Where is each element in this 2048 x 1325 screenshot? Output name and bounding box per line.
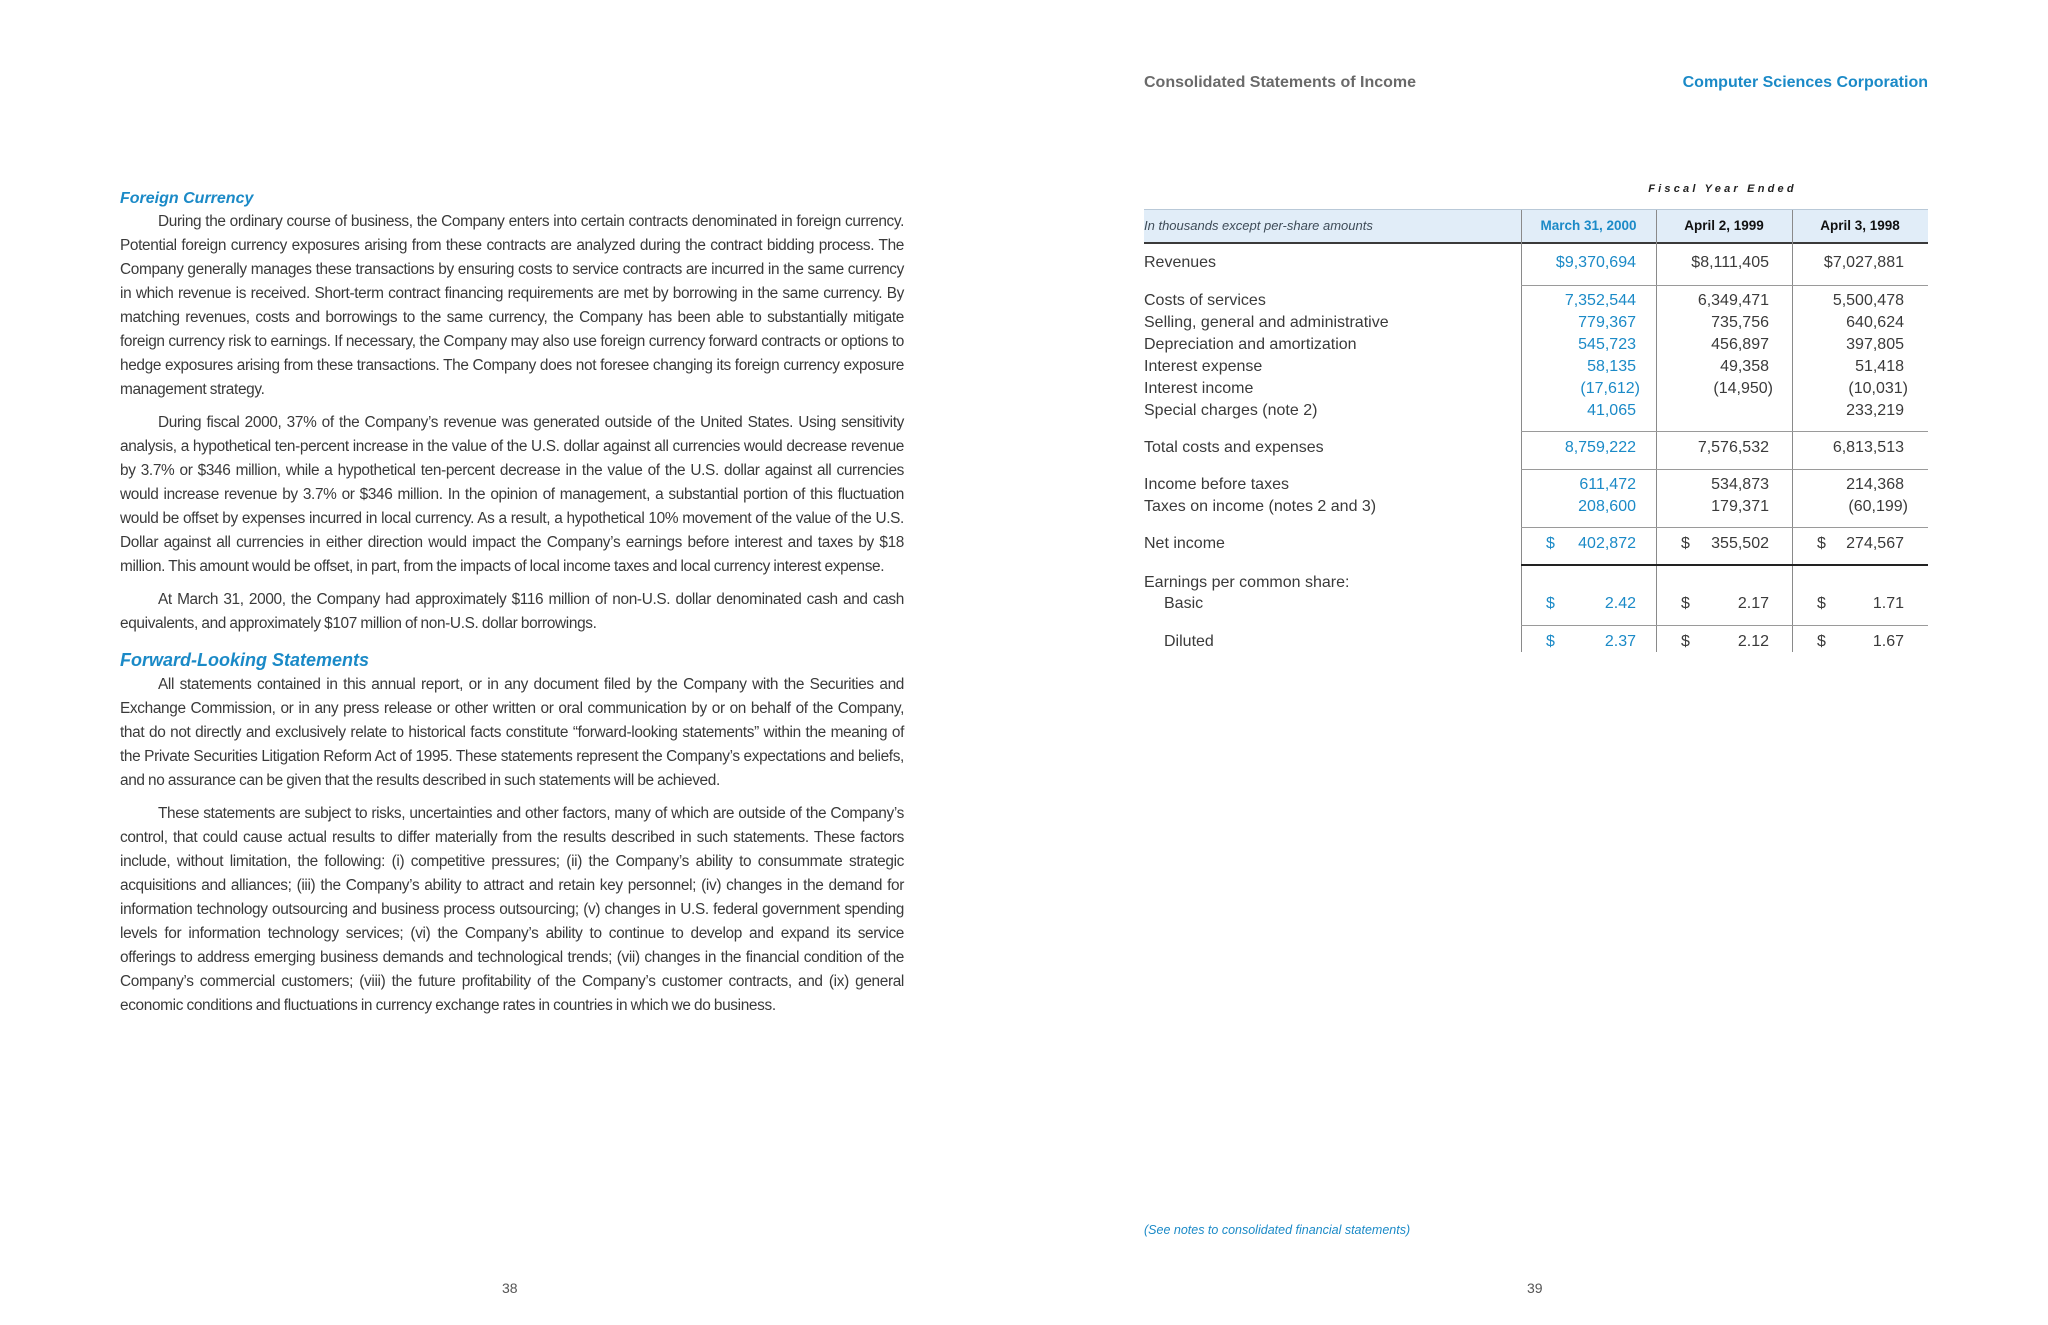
row-label-taxes-on-income: Taxes on income (notes 2 and 3) [1144,498,1377,515]
cell-special-charges-2000: 41,065 [1587,402,1636,419]
currency-symbol: $ [1817,535,1826,552]
currency-symbol: $ [1681,595,1690,612]
cell-total-costs-1998: 6,813,513 [1832,439,1904,456]
row-label-eps-basic: Basic [1164,595,1204,612]
column-header-1999: April 2, 1999 [1684,218,1764,233]
row-label-special-charges: Special charges (note 2) [1144,402,1318,419]
paragraph: All statements contained in this annual report, or in any document filed by the Company with the Securities and Exchange Commission, or in any press release or other written or oral communication by or on behalf of the Company, that do not directly and exclusively relate to historical facts constitute “forward-looking statements” within the meaning of the Private Securities Litigation Reform Act of 1995. These statements represent the Company’s expectations and beliefs, and no assurance can be given that the results described in such statements will be achieved. [120,676,904,789]
left-page-content [120,188,904,1027]
cell-interest-income-2000: (17,612) [1580,380,1640,397]
cell-costs-of-services-1998: 5,500,478 [1832,292,1904,309]
cell-eps-basic-1998: 1.71 [1872,595,1904,612]
cell-revenues-1998: $7,027,881 [1823,254,1904,271]
cell-eps-diluted-1999: 2.12 [1737,633,1769,650]
currency-symbol: $ [1546,595,1555,612]
column-header-1998: April 3, 1998 [1820,218,1900,233]
paragraph: At March 31, 2000, the Company had approximately $116 million of non-U.S. dollar denominated cash and cash equivalents, and approximately $107 million of non-U.S. dollar borrowings. [120,591,904,632]
cell-sga-1999: 735,756 [1711,314,1769,331]
cell-income-before-taxes-1998: 214,368 [1846,476,1904,493]
row-divider [1521,431,1928,432]
page-number-right: 39 [1527,1280,1543,1296]
row-label-net-income: Net income [1144,535,1225,552]
cell-sga-1998: 640,624 [1846,314,1904,331]
paragraph: These statements are subject to risks, uncertainties and other factors, many of which are outside of the Company’s control, that could cause actual results to differ materially from the results described in such statements. These factors include, without limitation, the following: (i) competitive pressures; (ii) the Company’s ability to consummate strategic acquisitions and alliances; (iii) the Company’s ability to attract and retain key personnel; (iv) changes in the demand for information technology outsourcing and business process outsourcing; (v) changes in U.S. federal government spending levels for information technology services; (vi) the Company’s ability to continue to develop and expand its service offerings to address emerging business demands and technological trends; (vii) changes in the financial condition of the Company’s commercial customers; (viii) the future profitability of the Company’s customer contracts, and (ix) general economic conditions and fluctuations in currency exchange rates in countries in which we do business. [120,805,904,1014]
cell-taxes-on-income-1999: 179,371 [1711,498,1769,515]
currency-symbol: $ [1546,535,1555,552]
row-label-depreciation: Depreciation and amortization [1144,336,1357,353]
column-header-2000: March 31, 2000 [1540,218,1637,233]
cell-interest-expense-2000: 58,135 [1587,358,1636,375]
cell-costs-of-services-1999: 6,349,471 [1697,292,1769,309]
cell-income-before-taxes-2000: 611,472 [1579,476,1636,493]
cell-eps-diluted-2000: 2.37 [1604,633,1636,650]
statement-title: Consolidated Statements of Income [1144,74,1417,91]
cell-eps-basic-1999: 2.17 [1737,595,1769,612]
row-label-income-before-taxes: Income before taxes [1144,476,1289,493]
row-label-eps: Earnings per common share: [1144,574,1350,591]
cell-sga-2000: 779,367 [1578,314,1636,331]
row-divider [1521,469,1928,470]
paragraph: During the ordinary course of business, the Company enters into certain contracts denominated in foreign currency. Potential foreign currency exposures arising from these contracts are analyzed during the contract bidding process. The Company generally manages these transactions by ensuring costs to service contracts are incurred in the same currency in which revenue is received. Short-term contract financing requirements are met by borrowing in the same currency. By matching revenues, costs and borrowings to the same currency, the Company has been able to substantially mitigate foreign currency risk to earnings. If necessary, the Company may also use foreign currency forward contracts or options to hedge exposures arising from these transactions. The Company does not foresee changing its foreign currency exposure management strategy. [120,213,904,398]
cell-interest-expense-1998: 51,418 [1855,358,1904,375]
currency-symbol: $ [1817,633,1826,650]
paragraph: During fiscal 2000, 37% of the Company’s revenue was generated outside of the United States. Using sensitivity analysis, a hypothetical ten-percent increase in the value of the U.S. dollar against all currencies would decrease revenue by 3.7% or $346 million, while a hypothetical ten-percent decrease in the value of the U.S. dollar against all currencies would increase revenue by 3.7% or $346 million. In the opinion of management, a substantial portion of this fluctuation would be offset by expenses incurred in local currency. As a result, a hypothetical 10% movement of the value of the U.S. Dollar against all currencies in either direction would impact the Company’s earnings before interest and taxes by $18 million. This amount would be offset, in part, from the impacts of local income taxes and local currency interest expense. [120,414,904,575]
cell-costs-of-services-2000: 7,352,544 [1564,292,1636,309]
row-label-total-costs: Total costs and expenses [1144,439,1324,456]
cell-total-costs-2000: 8,759,222 [1564,439,1636,456]
cell-special-charges-1998: 233,219 [1846,402,1904,419]
cell-depreciation-2000: 545,723 [1578,336,1636,353]
cell-net-income-1998: 274,567 [1846,535,1904,552]
company-name: Computer Sciences Corporation [1682,74,1928,91]
row-divider [1521,527,1928,528]
cell-depreciation-1998: 397,805 [1846,336,1904,353]
net-income-rule [1521,564,1928,566]
cell-interest-expense-1999: 49,358 [1720,358,1769,375]
cell-net-income-1999: 355,502 [1711,535,1769,552]
cell-net-income-2000: 402,872 [1578,535,1636,552]
units-note: In thousands except per-share amounts [1144,218,1373,233]
cell-revenues-2000: $9,370,694 [1555,254,1636,271]
row-label-sga: Selling, general and administrative [1144,314,1389,331]
row-label-eps-diluted: Diluted [1164,633,1214,650]
cell-interest-income-1999: (14,950) [1713,380,1773,397]
currency-symbol: $ [1681,633,1690,650]
cell-taxes-on-income-1998: (60,199) [1848,498,1908,515]
row-label-costs-of-services: Costs of services [1144,292,1266,309]
currency-symbol: $ [1681,535,1690,552]
forward-looking-heading: Forward-Looking Statements [120,650,370,670]
currency-symbol: $ [1546,633,1555,650]
cell-eps-basic-2000: 2.42 [1604,595,1636,612]
row-label-interest-expense: Interest expense [1144,358,1263,375]
foreign-currency-heading: Foreign Currency [120,190,254,207]
page-number-left: 38 [502,1280,518,1296]
cell-income-before-taxes-1999: 534,873 [1711,476,1769,493]
row-divider [1521,285,1928,286]
cell-total-costs-1999: 7,576,532 [1697,439,1769,456]
cell-eps-diluted-1998: 1.67 [1872,633,1904,650]
row-label-revenues: Revenues [1144,254,1217,271]
cell-taxes-on-income-2000: 208,600 [1578,498,1636,515]
cell-revenues-1999: $8,111,405 [1691,254,1769,271]
cell-depreciation-1999: 456,897 [1711,336,1769,353]
row-label-interest-income: Interest income [1144,380,1254,397]
row-divider [1521,625,1928,626]
income-statement-table [1144,209,1928,652]
fiscal-year-label: Fiscal Year Ended [1648,183,1797,195]
currency-symbol: $ [1817,595,1826,612]
notes-link[interactable]: (See notes to consolidated financial statements) [1144,1223,1411,1237]
cell-interest-income-1998: (10,031) [1848,380,1908,397]
